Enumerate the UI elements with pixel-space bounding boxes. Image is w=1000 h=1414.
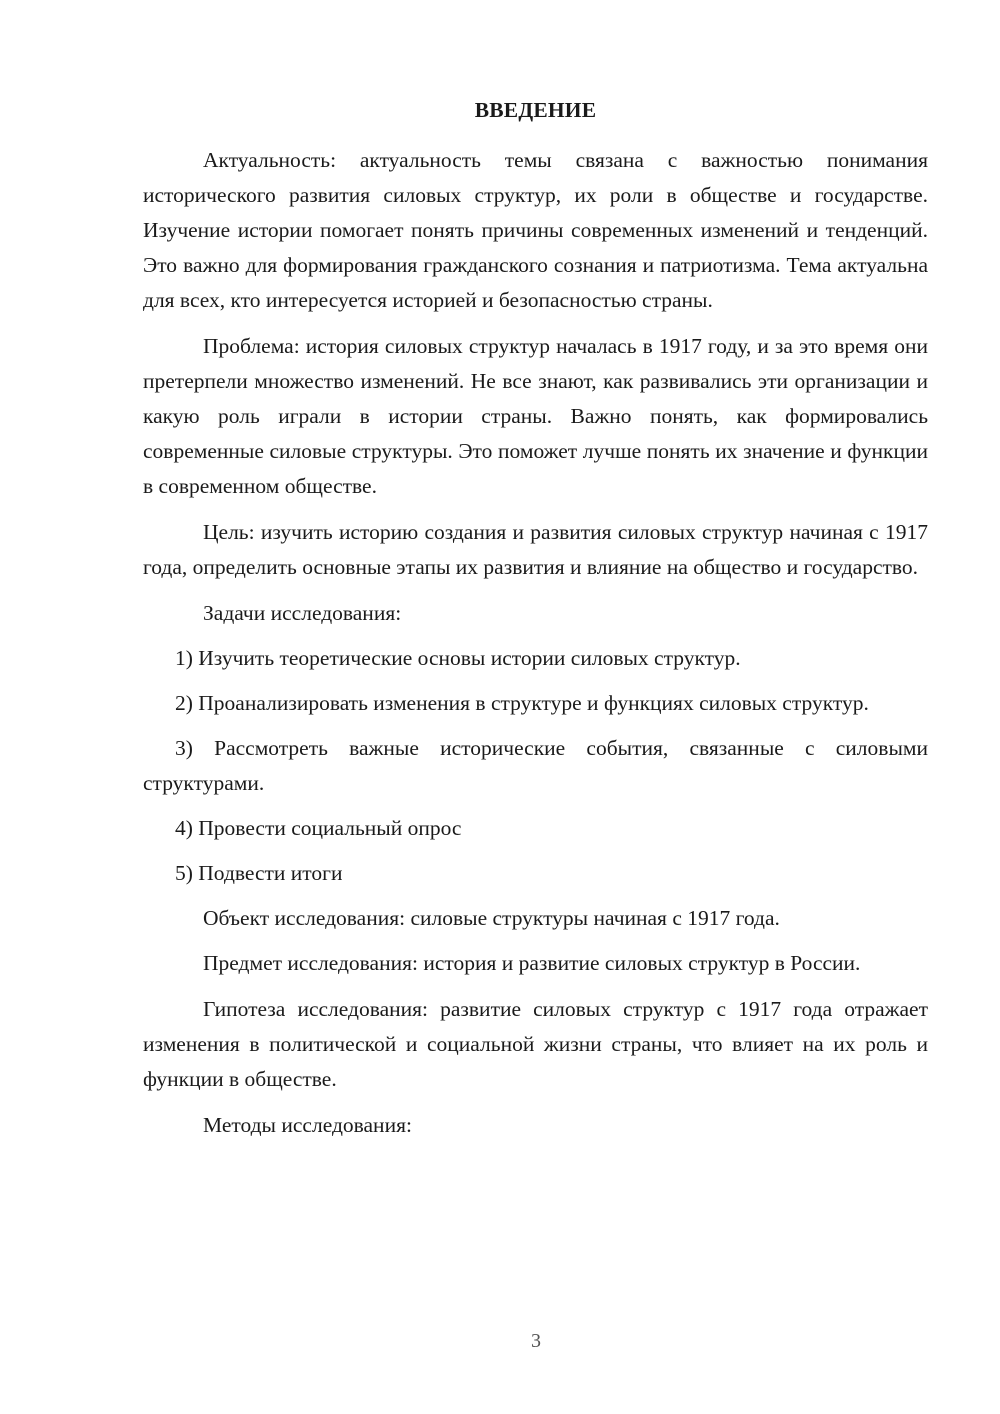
document-page (143, 95, 928, 1153)
paragraph-object: Объект исследования: силовые структуры начиная с 1917 года. (203, 906, 780, 930)
paragraph-goal: Цель: изучить историю создания и развития силовых структур начиная с 1917 года, определить основные этапы их развития и влияние на общество и государство. (143, 520, 928, 579)
task-item-4: 4) Провести социальный опрос (175, 816, 462, 840)
task-item-1: 1) Изучить теоретические основы истории силовых структур. (175, 646, 741, 670)
page-number: 3 (531, 1330, 541, 1352)
task-item-2: 2) Проанализировать изменения в структуре и функциях силовых структур. (175, 691, 869, 715)
paragraph-relevance: Актуальность: актуальность темы связана с важностью понимания исторического развития силовых структур, их роли в обществе и государстве. Изучение истории помогает понять причины современных изменений и тенденций. Это важно для формирования гражданского сознания и патриотизма. Тема актуальна для всех, кто интересуется историей и безопасностью страны. (143, 148, 928, 312)
task-item-5: 5) Подвести итоги (175, 861, 343, 885)
paragraph-subject: Предмет исследования: история и развитие силовых структур в России. (203, 951, 861, 975)
paragraph-problem: Проблема: история силовых структур началась в 1917 году, и за это время они претерпели множество изменений. Не все знают, как развивались эти организации и какую роль играли в истории страны. Важно понять, как формировались современные силовые структуры. Это поможет лучше понять их значение и функции в современном обществе. (143, 334, 928, 498)
page-title: ВВЕДЕНИЕ (474, 98, 597, 122)
paragraph-hypothesis: Гипотеза исследования: развитие силовых структур с 1917 года отражает изменения в политической и социальной жизни страны, что влияет на их роль и функции в обществе. (143, 997, 928, 1091)
task-item-3: 3) Рассмотреть важные исторические события, связанные с силовыми структурами. (143, 736, 928, 795)
methods-heading: Методы исследования: (203, 1113, 412, 1137)
tasks-heading: Задачи исследования: (203, 601, 402, 625)
